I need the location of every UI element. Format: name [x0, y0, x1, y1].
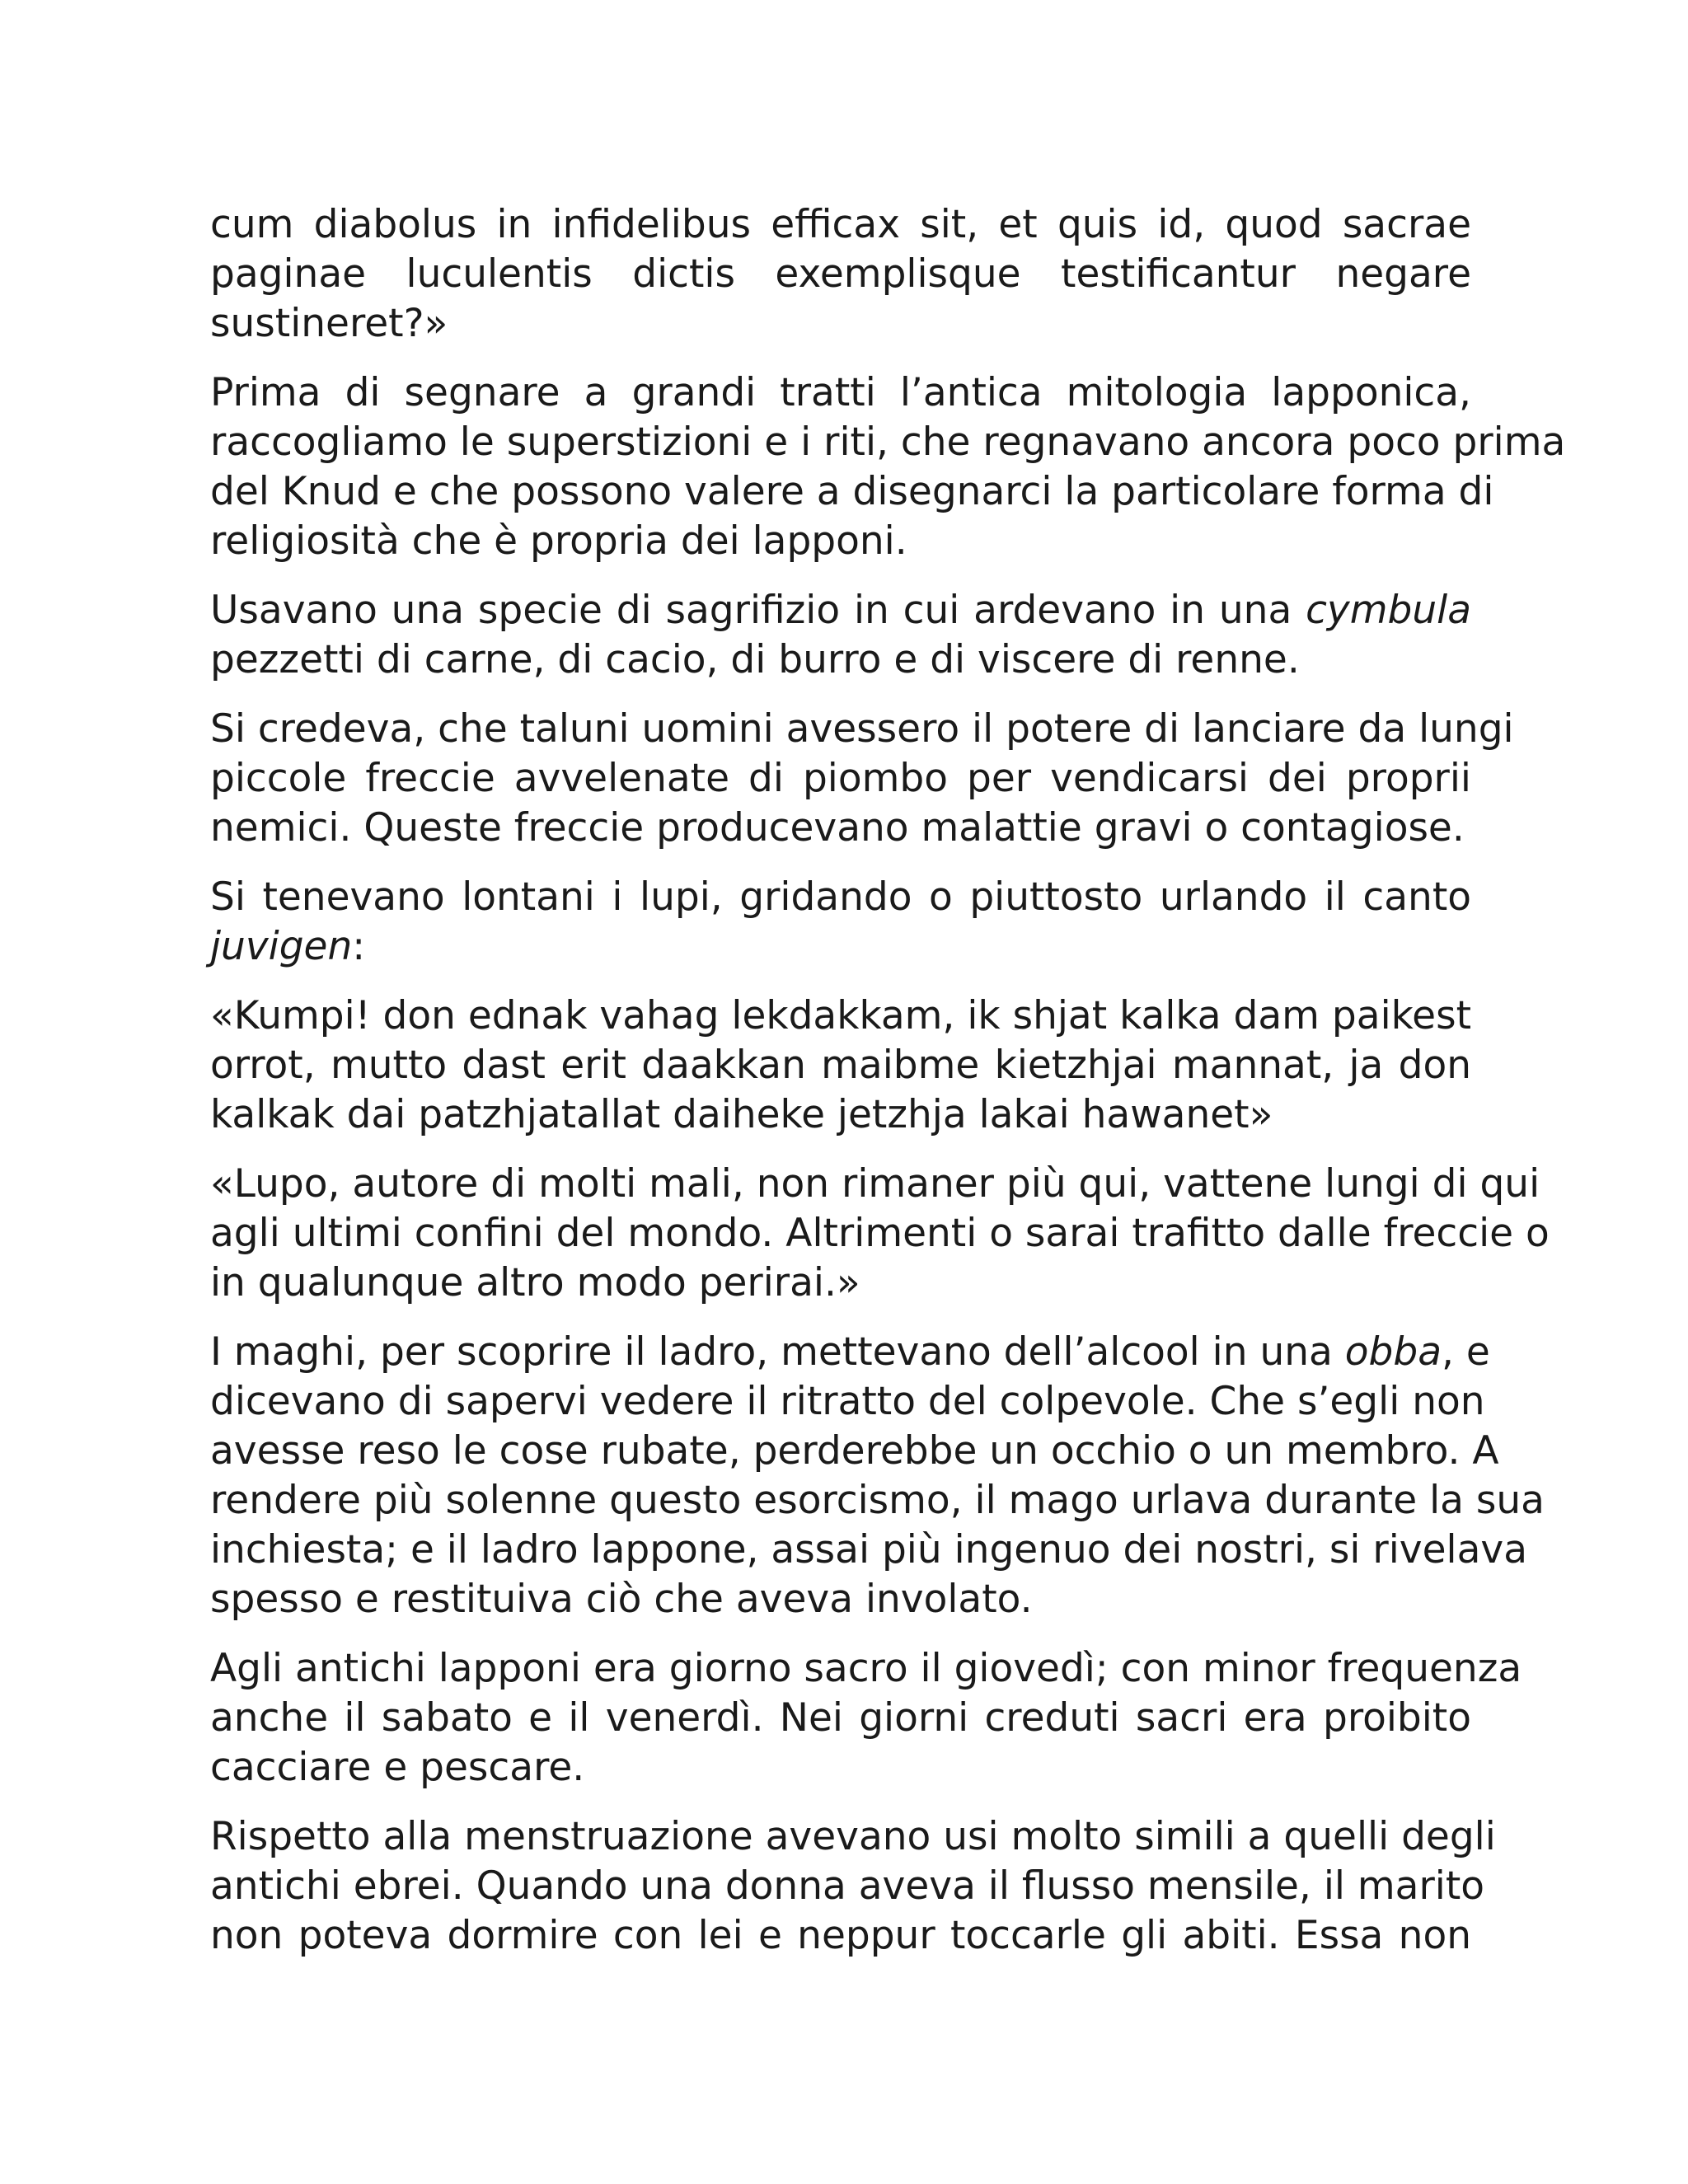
- text-line: rendere più solenne questo esorcismo, il mago urlava durante la sua: [210, 1478, 1545, 1523]
- text-line: Usavano una specie di sagrifizio in cui ardevano in una cymbula: [210, 588, 1471, 633]
- text-line: juvigen:: [210, 924, 366, 969]
- text-line: in qualunque altro modo perirai.»: [210, 1260, 860, 1305]
- text-line: avesse reso le cose rubate, perderebbe un occhio o un membro. A: [210, 1428, 1499, 1474]
- text-line: cum diabolus in infidelibus efficax sit, et quis id, quod sacrae: [210, 202, 1471, 247]
- text-line: religiosità che è propria dei lapponi.: [210, 518, 907, 564]
- text-line: antichi ebrei. Quando una donna aveva il flusso mensile, il marito: [210, 1863, 1485, 1909]
- text-line: Agli antichi lapponi era giorno sacro il giovedì; con minor frequenza: [210, 1646, 1522, 1691]
- text-line: dicevano di sapervi vedere il ritratto del colpevole. Che s’egli non: [210, 1379, 1485, 1424]
- paragraph-4: [210, 705, 1514, 853]
- italic-term: obba: [1344, 1329, 1442, 1375]
- text-line: sustineret?»: [210, 301, 448, 346]
- text-line: Si credeva, che taluni uomini avessero il potere di lanciare da lungi: [210, 706, 1514, 752]
- text-line: piccole freccie avvelenate di piombo per vendicarsi dei proprii: [210, 756, 1471, 801]
- text-line: non poteva dormire con lei e neppur toccarle gli abiti. Essa non: [210, 1913, 1471, 1958]
- paragraph-9: [210, 1644, 1522, 1793]
- paragraph-1: [210, 200, 1471, 349]
- paragraph-5: [210, 873, 1471, 972]
- text-line: «Lupo, autore di molti mali, non rimaner più qui, vattene lungi di qui: [210, 1161, 1540, 1207]
- text-line: del Knud e che possono valere a disegnarci la particolare forma di: [210, 469, 1494, 514]
- text-line: kalkak dai patzhjatallat daiheke jetzhja lakai hawanet»: [210, 1092, 1273, 1137]
- text-line: Rispetto alla menstruazione avevano usi molto simili a quelli degli: [210, 1814, 1496, 1859]
- text-line: paginae luculentis dictis exemplisque testificantur negare: [210, 251, 1471, 297]
- text-line: Prima di segnare a grandi tratti l’antica mitologia lapponica,: [210, 370, 1471, 415]
- paragraph-6: [210, 991, 1471, 1140]
- paragraph-7: [210, 1160, 1550, 1308]
- text-line: nemici. Queste freccie producevano malattie gravi o contagiose.: [210, 805, 1465, 851]
- text-line: orrot, mutto dast erit daakkan maibme kietzhjai mannat, ja don: [210, 1043, 1471, 1088]
- paragraph-3: [210, 586, 1471, 685]
- text-line: raccogliamo le superstizioni e i riti, che regnavano ancora poco prima: [210, 419, 1566, 465]
- text-line: anche il sabato e il venerdì. Nei giorni creduti sacri era proibito: [210, 1695, 1471, 1741]
- text-line: Si tenevano lontani i lupi, gridando o piuttosto urlando il canto: [210, 874, 1471, 920]
- text-line: I maghi, per scoprire il ladro, mettevano dell’alcool in una obba, e: [210, 1329, 1490, 1375]
- italic-term: cymbula: [1306, 588, 1471, 633]
- text-line: «Kumpi! don ednak vahag lekdakkam, ik shjat kalka dam paikest: [210, 993, 1471, 1038]
- text-line: cacciare e pescare.: [210, 1745, 585, 1790]
- text-line: spesso e restituiva ciò che aveva involato.: [210, 1577, 1033, 1622]
- document-page: [210, 0, 1566, 2184]
- paragraph-10: [210, 1812, 1496, 1961]
- text-line: pezzetti di carne, di cacio, di burro e di viscere di renne.: [210, 637, 1300, 682]
- text-line: inchiesta; e il ladro lappone, assai più ingenuo dei nostri, si rivelava: [210, 1527, 1527, 1572]
- paragraph-2: [210, 368, 1566, 566]
- paragraph-8: [210, 1328, 1545, 1624]
- italic-term: juvigen: [210, 924, 353, 969]
- text-line: agli ultimi confini del mondo. Altrimenti o sarai trafitto dalle freccie o: [210, 1211, 1550, 1256]
